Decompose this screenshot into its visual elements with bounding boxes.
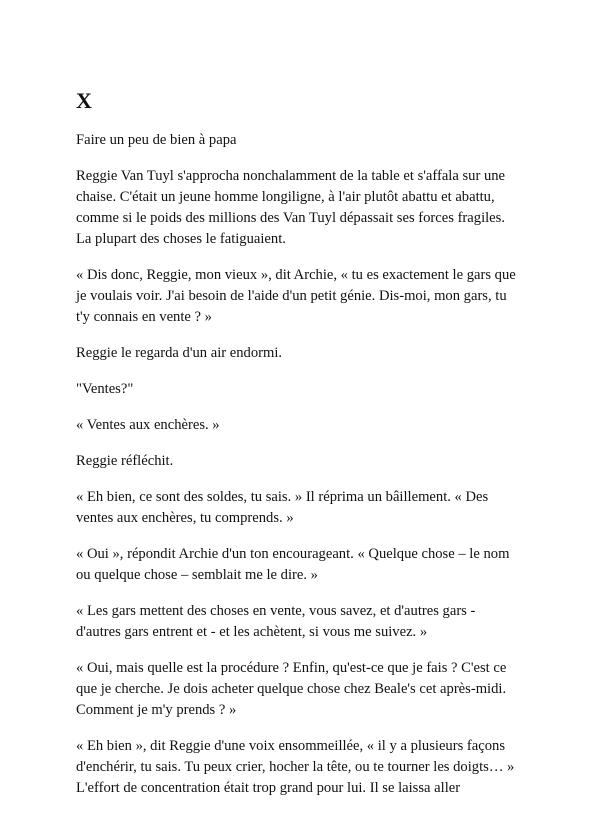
text-line: "Ventes?" xyxy=(76,381,134,397)
paragraph xyxy=(76,544,528,586)
text-line: que je cherche. Je dois acheter quelque chose chez Beale's cet après-midi. xyxy=(76,681,507,697)
text-line: « Les gars mettent des choses en vente, vous savez, et d'autres gars - xyxy=(76,603,476,619)
text-line: L'effort de concentration était trop grand pour lui. Il se laissa aller xyxy=(76,780,461,796)
text-line: « Eh bien, ce sont des soldes, tu sais. » Il réprima un bâillement. « Des xyxy=(76,489,489,505)
text-line: comme si le poids des millions des Van Tuyl dépassait ses forces fragiles. xyxy=(76,210,505,226)
text-line: chaise. C'était un jeune homme longiligne, à l'air plutôt abattu et abattu, xyxy=(76,189,495,205)
text-line: « Oui », répondit Archie d'un ton encourageant. « Quelque chose – le nom xyxy=(76,546,510,562)
text-line: « Eh bien », dit Reggie d'une voix ensommeillée, « il y a plusieurs façons xyxy=(76,738,506,754)
text-line: « Dis donc, Reggie, mon vieux », dit Archie, « tu es exactement le gars que xyxy=(76,267,516,283)
paragraph xyxy=(76,658,528,721)
paragraph xyxy=(76,379,528,400)
text-line: Reggie le regarda d'un air endormi. xyxy=(76,345,283,361)
text-line: d'enchérir, tu sais. Tu peux crier, hocher la tête, ou te tourner les doigts… » xyxy=(76,759,515,775)
text-line: « Oui, mais quelle est la procédure ? Enfin, qu'est-ce que je fais ? C'est ce xyxy=(76,660,507,676)
text-line: Comment je m'y prends ? » xyxy=(76,702,237,718)
text-line: ou quelque chose – semblait me le dire. » xyxy=(76,567,318,583)
text-line: « Ventes aux enchères. » xyxy=(76,417,220,433)
paragraph xyxy=(76,451,528,472)
chapter-number: X xyxy=(76,88,92,113)
paragraph xyxy=(76,415,528,436)
chapter-title: Faire un peu de bien à papa xyxy=(76,132,237,148)
paragraph xyxy=(76,343,528,364)
book-page xyxy=(76,88,528,814)
paragraph xyxy=(76,265,528,328)
text-line: je voulais voir. J'ai besoin de l'aide d'un petit génie. Dis-moi, mon gars, tu xyxy=(76,288,507,304)
text-line: d'autres gars entrent et - et les achètent, si vous me suivez. » xyxy=(76,624,428,640)
text-line: t'y connais en vente ? » xyxy=(76,309,212,325)
text-line: Reggie réfléchit. xyxy=(76,453,174,469)
paragraph xyxy=(76,601,528,643)
paragraph xyxy=(76,736,528,799)
text-line: Reggie Van Tuyl s'approcha nonchalamment de la table et s'affala sur une xyxy=(76,168,506,184)
paragraph xyxy=(76,166,528,250)
text-line: ventes aux enchères, tu comprends. » xyxy=(76,510,294,526)
paragraph xyxy=(76,487,528,529)
text-line: La plupart des choses le fatiguaient. xyxy=(76,231,286,247)
chapter-body xyxy=(76,166,528,799)
